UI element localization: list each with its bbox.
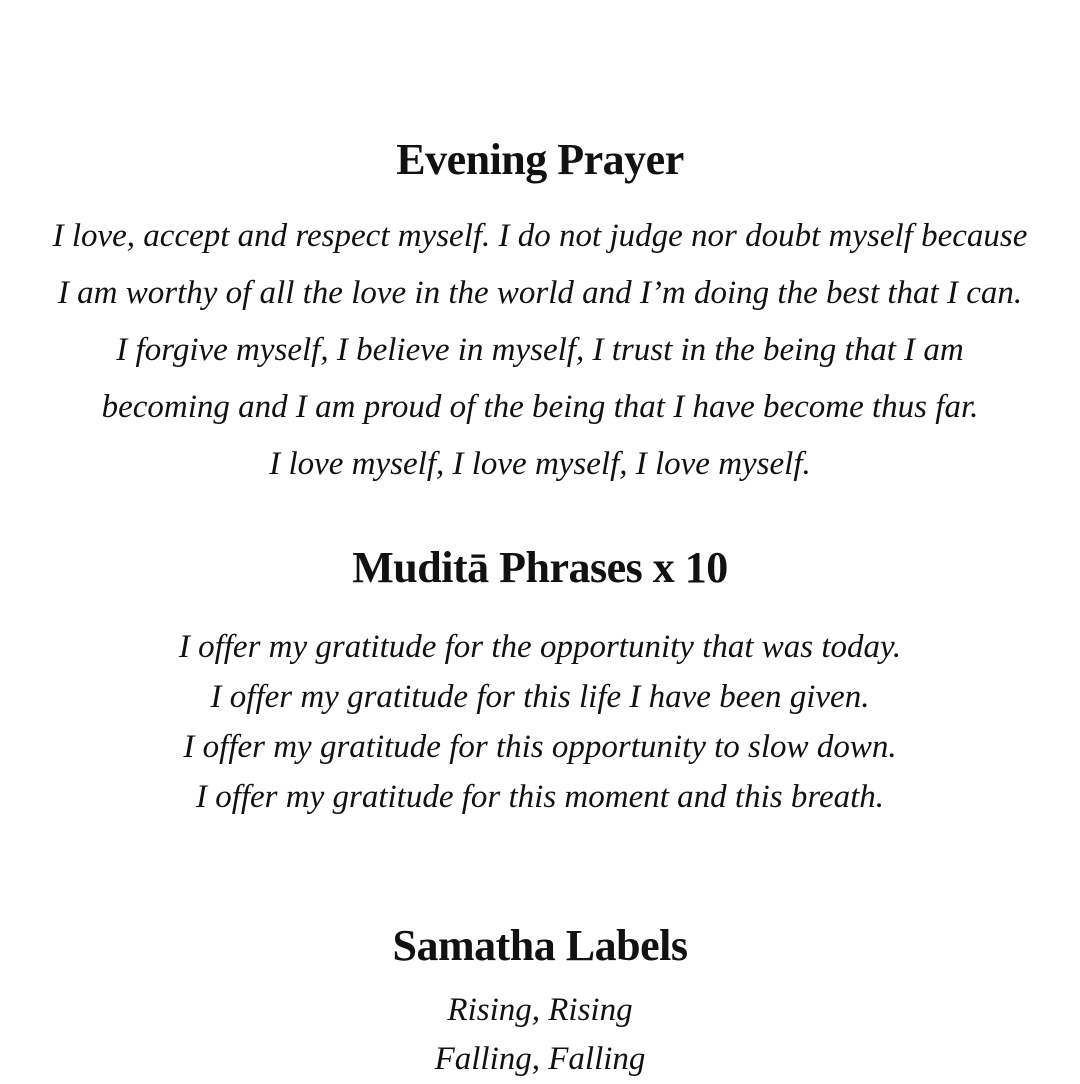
prayer-line: I love, accept and respect myself. I do not judge nor doubt myself because [52,218,1028,254]
evening-prayer-section [0,134,1080,493]
phrase-line: I offer my gratitude for this life I have been given. [210,679,870,715]
phrase-line: I offer my gratitude for this moment and this breath. [195,779,885,815]
mudita-phrases-list [0,622,1080,822]
samatha-labels-section [0,920,1080,1084]
samatha-labels-heading: Samatha Labels [392,921,688,970]
evening-prayer-heading: Evening Prayer [396,135,684,184]
mudita-phrases-heading: Muditā Phrases x 10 [352,543,728,592]
evening-prayer-text [0,208,1080,493]
prayer-line: I am worthy of all the love in the world and I’m doing the best that I can. [57,275,1023,311]
prayer-line: I love myself, I love myself, I love myself. [269,446,811,482]
label-line: Falling, Falling [434,1041,646,1077]
prayer-line: I forgive myself, I believe in myself, I trust in the being that I am [116,332,964,368]
phrase-line: I offer my gratitude for the opportunity that was today. [178,629,902,665]
phrase-line: I offer my gratitude for this opportunity to slow down. [183,729,897,765]
samatha-labels-list [0,986,1080,1084]
prayer-line: becoming and I am proud of the being that I have become thus far. [101,389,979,425]
mudita-phrases-section [0,542,1080,822]
label-line: Rising, Rising [447,992,633,1028]
